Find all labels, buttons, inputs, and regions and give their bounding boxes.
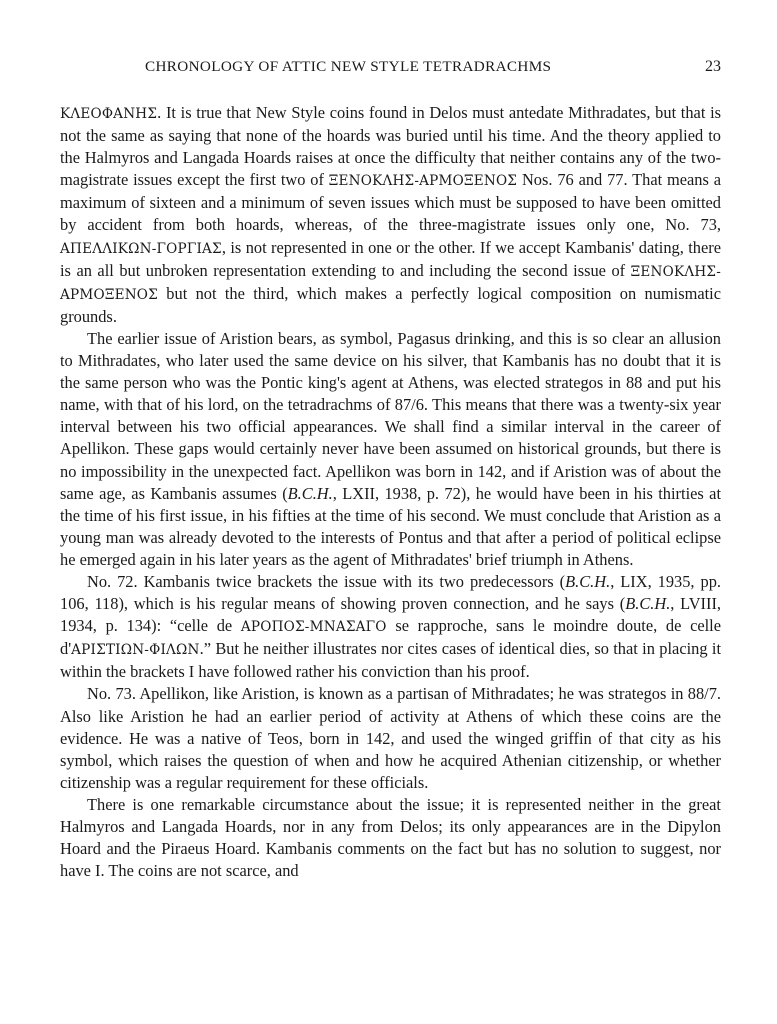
text-run: No. 72. Kambanis twice brackets the issue with its two predecessors ( — [87, 571, 566, 591]
citation-italic: B.C.H. — [565, 571, 611, 591]
greek-name: ΚΛΕΟΦΑΝΗΣ — [60, 106, 158, 122]
text-run: se rapproche, sans le moindre doute, de celle d' — [60, 616, 722, 659]
text-run: , LIX, 1935, pp. 106, 118), which is his regular means of showing proven connection, and he says ( — [60, 571, 721, 614]
text-run: .” But he neither illustrates nor cites cases of identical dies, so that in placing it within the brackets I have followed rather his conviction than his proof. — [60, 639, 721, 682]
text-run: . It is true that New Style coins found in Delos must antedate Mithradates, but that is not the same as saying that none of the hoards was buried until his time. And the theory applied to the Halmyros and Langada Hoards raises at once the difficulty that neither contains any of the two-magistrate issues except the first two of — [60, 103, 721, 190]
paragraph-4 — [60, 683, 721, 793]
citation-italic: B.C.H. — [287, 483, 333, 503]
text-run: Nos. 76 and 77. That means a maximum of sixteen and a minimum of seven issues which must be supposed to have been omitted by accident from both hoards, whereas, of the three-magistrate issues only one, No. 73, — [60, 170, 721, 235]
text-run: There is one remarkable circumstance about the issue; it is represented neither in the great Halmyros and Langada Hoards, nor in any from Delos; its only appearances are in the Dipylon Hoard and the Piraeus Hoard. Kambanis comments on the fact but has no solution to suggest, nor have I. The coins are not scarce, and — [60, 794, 721, 881]
text-run: , LVIII, 1934, p. 134): “celle de — [60, 594, 721, 636]
text-run: , is not represented in one or the other. If we accept Kambanis' dating, there is an all but unbroken representation extending to and including the second issue of — [60, 237, 721, 280]
paragraph-3 — [60, 571, 721, 683]
running-title: CHRONOLOGY OF ATTIC NEW STYLE TETRADRACHMS — [145, 58, 552, 75]
page — [60, 58, 721, 882]
paragraph-5 — [60, 794, 721, 882]
running-head — [60, 58, 721, 82]
citation-italic: B.C.H. — [625, 594, 671, 614]
text-run: , LXII, 1938, p. 72), he would have been in his thirties at the time of his first issue, in his fifties at the time of his second. We must conclude that Aristion as a young man was already devoted to the interests of Pontus and that after a period of political eclipse he emerged again in his later years as the agent of Mithradates' brief triumph in Athens. — [60, 483, 721, 569]
paragraph-1 — [60, 102, 721, 328]
paragraph-2 — [60, 328, 721, 571]
body-text — [60, 102, 721, 882]
text-run: No. 73. Apellikon, like Aristion, is known as a partisan of Mithradates; he was strategos in 88/7. Also like Aristion he had an earlier period of activity at Athens of which these coins are the evidence. He was a native of Teos, born in 142, and used the winged griffin of that city as his symbol, which raises the question of when and how he acquired Athenian citizenship, or whether citizenship was a regular requirement for these officials. — [60, 684, 721, 792]
page-number: 23 — [705, 58, 721, 75]
text-run: but not the third, which makes a perfectly logical composition on numismatic grounds. — [60, 283, 721, 326]
greek-name: ΞΕΝΟΚΛΗΣ-ΑΡΜΟΞΕΝΟΣ — [60, 263, 721, 303]
greek-name: ΞΕΝΟΚΛΗΣ-ΑΡΜΟΞΕΝΟΣ — [328, 173, 518, 190]
greek-name: ΑΡΟΠΟΣ-ΜΝΑΣΑΓΟ — [240, 619, 387, 636]
text-run: The earlier issue of Aristion bears, as symbol, Pagasus drinking, and this is so clear an allusion to Mithradates, who later used the same device on his silver, that Kambanis has no doubt that it is the same person who was the Pontic king's agent at Athens, was elected strategos in 88 and put his name, with that of his lord, on the tetradrachms of 87/6. This means that there was a twenty-six year interval between his two official appearances. We shall find a similar interval in the career of Apellikon. These gaps would certainly never have been assumed on historical grounds, but there is no impossibility in the unexpected fact. Apellikon was born in 142, and if Aristion was of about the same age, as Kambanis assumes ( — [60, 328, 721, 503]
greek-name: ΑΡΙΣΤΙΩΝ-ΦΙΛΩΝ — [71, 642, 200, 659]
greek-name: ΑΠΕΛΛΙΚΩΝ-ΓΟΡΓΙΑΣ — [60, 240, 222, 257]
